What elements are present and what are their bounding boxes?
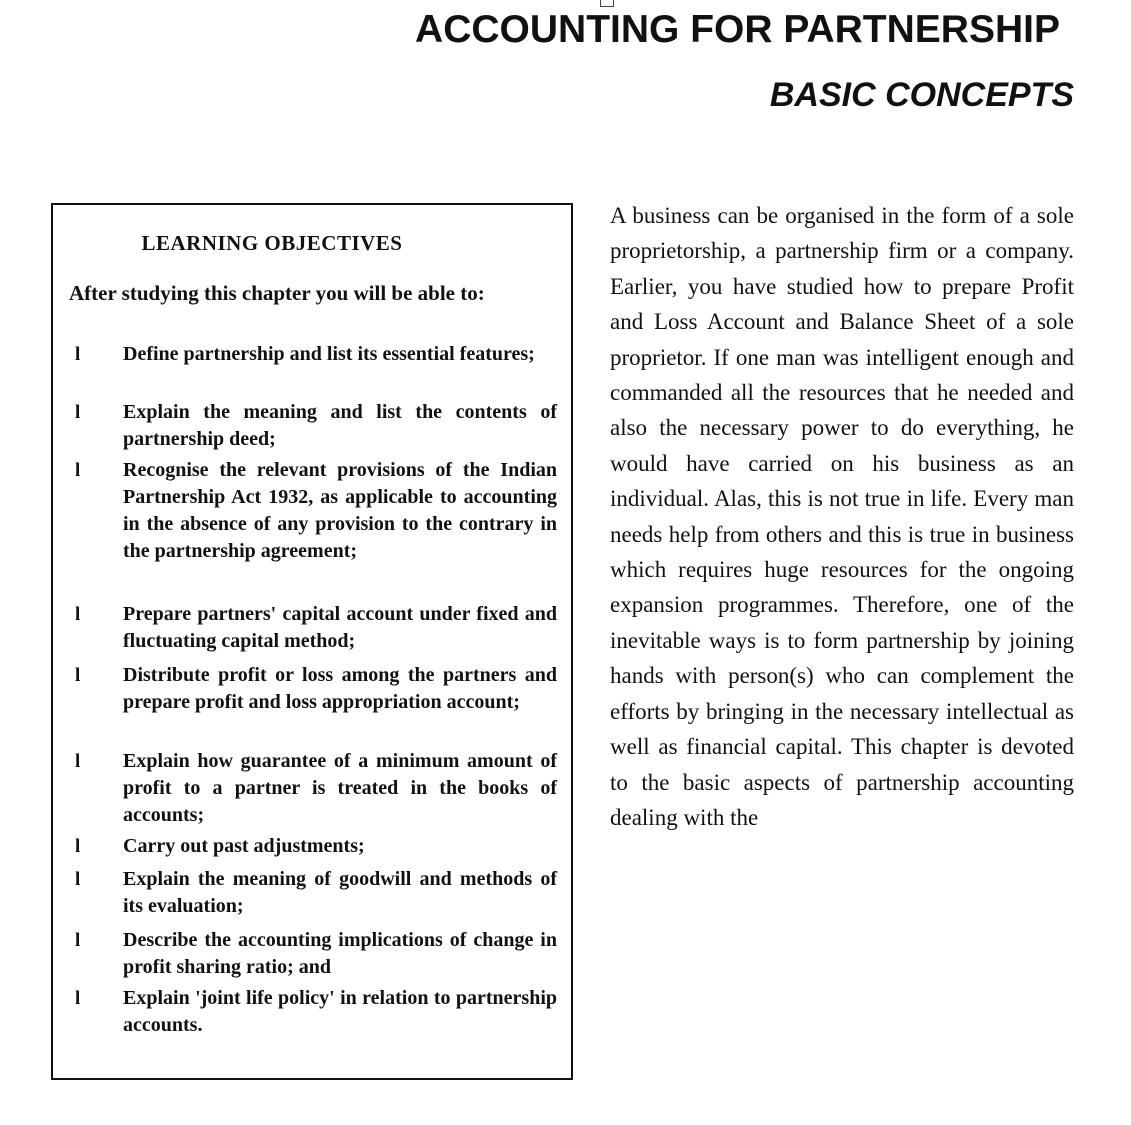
bullet-marker: l: [75, 344, 81, 365]
bullet-marker: l: [75, 988, 81, 1009]
bullet-marker: l: [75, 604, 81, 625]
bullet-marker: l: [75, 930, 81, 951]
objective-item: Carry out past adjustments;: [123, 835, 365, 857]
objective-item: Explain how guarantee of a minimum amount of profit to a partner is treated in the books of accounts;: [123, 750, 557, 826]
bullet-marker: l: [75, 869, 81, 890]
body-paragraph: A business can be organised in the form of a sole proprietorship, a partnership firm or a company. Earlier, you have studied how to prepare Profit and Loss Account and Balance Sheet of a sole proprietor. If one man was intelligent enough and commanded all the resources that he needed and also the necessary power to do everything, he would have carried on his business as an individual. Alas, this is not true in life. Every man needs help from others and this is true in business which requires huge resources for the ongoing expansion programmes. Therefore, one of the inevitable ways is to form partnership by joining hands with person(s) who can complement the efforts by bringing in the necessary intellectual as well as financial capital. This chapter is devoted to the basic aspects of partnership accounting dealing with the: [610, 203, 1074, 830]
objectives-heading: LEARNING OBJECTIVES: [141, 231, 403, 255]
objective-item: Describe the accounting implications of change in profit sharing ratio; and: [123, 929, 557, 978]
objective-item: Define partnership and list its essential features;: [123, 343, 535, 365]
page-title: ACCOUNTING FOR PARTNERSHIP: [415, 8, 1060, 51]
bullet-marker: l: [75, 402, 81, 423]
objective-item: Explain the meaning of goodwill and methods of its evaluation;: [123, 868, 557, 917]
objective-item: Explain 'joint life policy' in relation to partnership accounts.: [123, 987, 557, 1036]
learning-objectives-box: [51, 203, 573, 1080]
text-cursor-marker: [600, 0, 614, 7]
objective-item: Recognise the relevant provisions of the Indian Partnership Act 1932, as applicable to accounting in the absence of any provision to the contrary in the partnership agreement;: [123, 459, 557, 562]
objective-item: Distribute profit or loss among the partners and prepare profit and loss appropriation account;: [123, 664, 557, 713]
bullet-marker: l: [75, 460, 81, 481]
objectives-intro: After studying this chapter you will be able to:: [69, 281, 485, 305]
page-subtitle: BASIC CONCEPTS: [769, 76, 1074, 114]
bullet-marker: l: [75, 665, 81, 686]
bullet-marker: l: [75, 751, 81, 772]
objective-item: Prepare partners' capital account under fixed and fluctuating capital method;: [123, 603, 557, 652]
bullet-marker: l: [75, 836, 81, 857]
objective-item: Explain the meaning and list the contents of partnership deed;: [123, 401, 557, 450]
